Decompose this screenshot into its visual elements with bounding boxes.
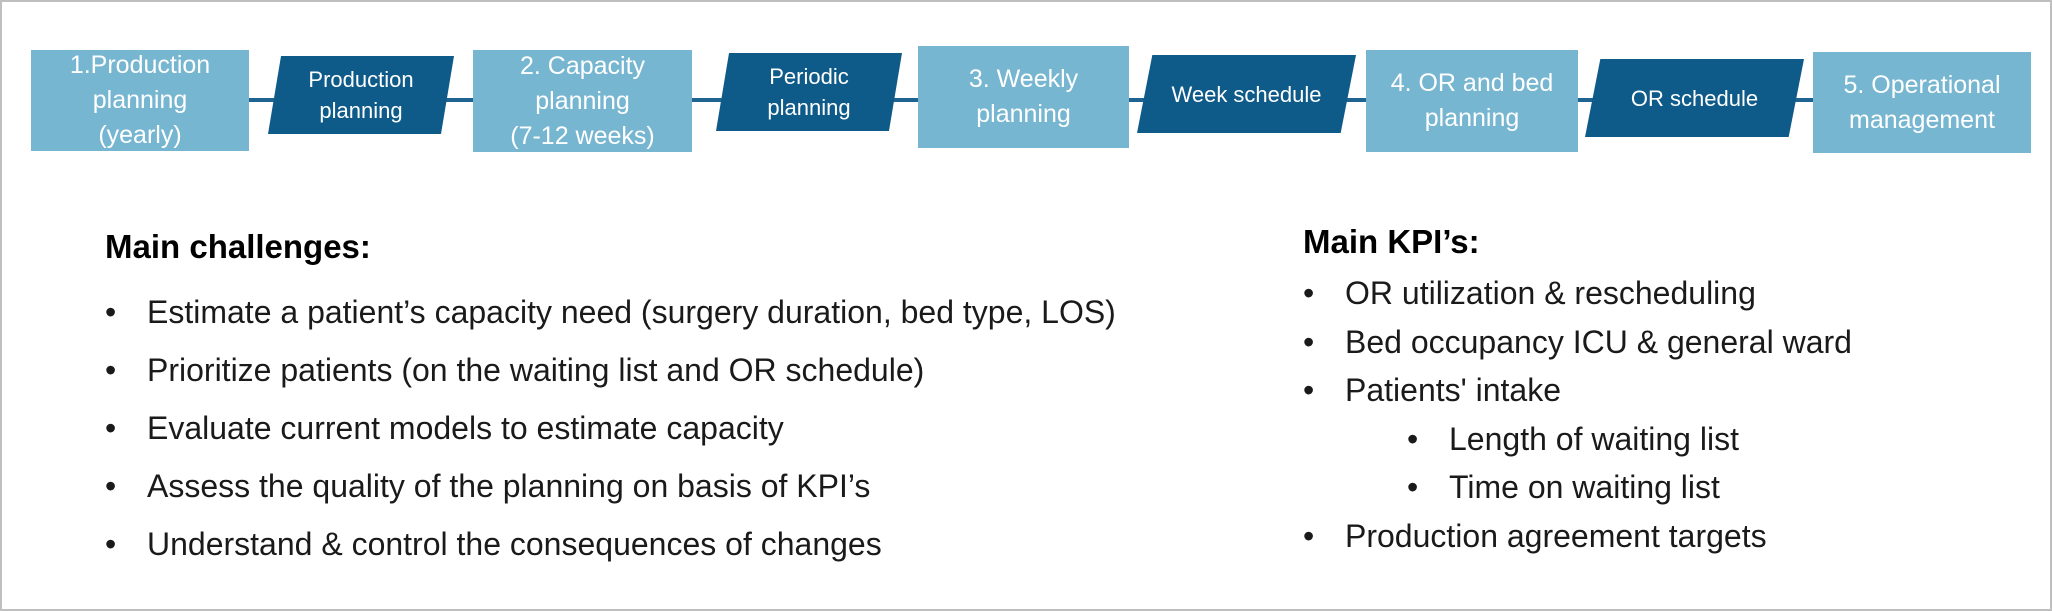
output-production-planning	[268, 56, 454, 134]
kpi-item: • Bed occupancy ICU & general ward	[1303, 318, 1852, 367]
kpi-sub-item: • Time on waiting list	[1407, 463, 1852, 512]
stage-capacity-planning: 2. Capacity planning (7-12 weeks)	[473, 50, 692, 152]
output-week-schedule	[1137, 55, 1356, 133]
challenge-item: • Estimate a patient’s capacity need (surgery duration, bed type, LOS)	[105, 283, 1116, 341]
stage-or-and-bed-planning: 4. OR and bed planning	[1366, 50, 1578, 152]
challenges-title: Main challenges:	[105, 228, 371, 265]
output-or-schedule	[1585, 59, 1804, 137]
challenge-item: • Prioritize patients (on the waiting list and OR schedule)	[105, 341, 1116, 399]
stage-operational-management: 5. Operational management	[1813, 52, 2031, 153]
output-label: Week schedule	[1171, 81, 1322, 107]
challenge-item: • Evaluate current models to estimate capacity	[105, 399, 1116, 457]
output-periodic-planning	[716, 53, 902, 131]
output-label: Periodic planning	[767, 64, 851, 120]
challenge-item: • Assess the quality of the planning on basis of KPI’s	[105, 457, 1116, 515]
kpis-title: Main KPI’s:	[1303, 223, 1480, 260]
output-label: Production planning	[308, 67, 414, 123]
stage-production-planning: 1.Production planning (yearly)	[31, 50, 249, 151]
challenge-item: • Understand & control the consequences of changes	[105, 515, 1116, 573]
kpi-item: • Production agreement targets	[1303, 512, 1852, 561]
kpi-list	[1303, 269, 1852, 560]
output-label: OR schedule	[1630, 85, 1759, 111]
kpi-sub-item: • Length of waiting list	[1407, 415, 1852, 464]
challenges-list	[105, 283, 1116, 573]
kpi-item: • Patients' intake	[1303, 366, 1852, 415]
kpi-item: • OR utilization & rescheduling	[1303, 269, 1852, 318]
stage-weekly-planning: 3. Weekly planning	[918, 46, 1129, 148]
